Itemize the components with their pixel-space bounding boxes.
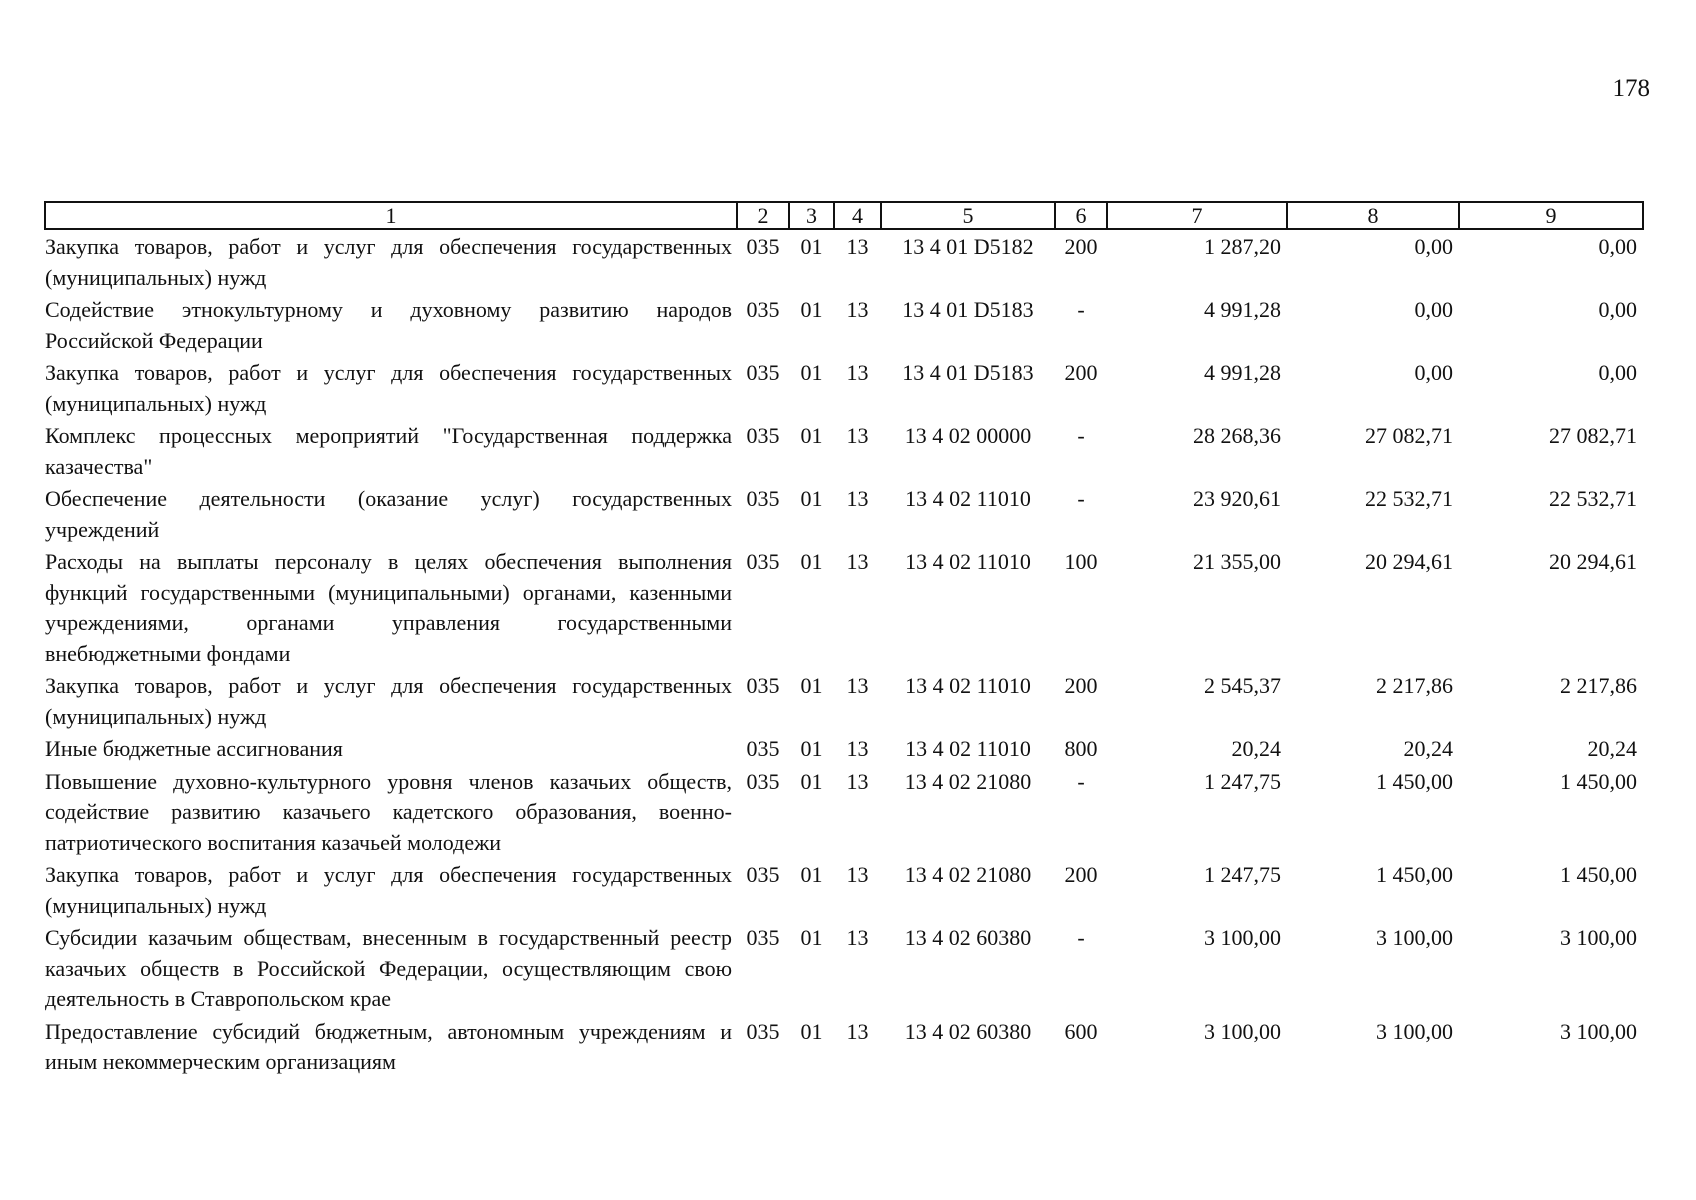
- row-amount-col7: 21 355,00: [1193, 549, 1281, 574]
- row-expense-type: -: [1077, 297, 1085, 322]
- row-description: Иные бюджетные ассигнования: [45, 736, 343, 761]
- row-target-article: 13 4 02 11010: [905, 736, 1031, 761]
- row-description: Повышение духовно-культурного уровня членов казачьих обществ, содействие развитию казачьего кадетского образования, военно-патриотического воспитания казачьей молодежи: [45, 768, 732, 855]
- table-header-row: [45, 202, 1643, 229]
- table-row: [45, 229, 1643, 293]
- row-amount-col7: 23 920,61: [1193, 486, 1281, 511]
- row-ministry-code: 035: [746, 673, 780, 698]
- table-row: [45, 293, 1643, 356]
- row-amount-col8: 20,24: [1403, 736, 1453, 761]
- column-header: 6: [1055, 202, 1107, 229]
- row-target-article: 13 4 02 60380: [904, 1018, 1032, 1044]
- row-target-article: 13 4 02 11010: [905, 486, 1031, 511]
- row-subsection-code: 13: [846, 360, 869, 385]
- row-amount-col9: 3 100,00: [1560, 925, 1637, 950]
- row-description: Комплекс процессных мероприятий "Государственная поддержка казачества": [45, 423, 732, 479]
- row-expense-type: -: [1077, 925, 1085, 950]
- row-section-code: 01: [800, 234, 823, 259]
- table-row: [45, 545, 1643, 669]
- row-section-code: 01: [800, 673, 823, 698]
- budget-table: [44, 201, 1644, 1078]
- row-expense-type: 100: [1064, 549, 1098, 574]
- row-amount-col7: 3 100,00: [1204, 1018, 1281, 1044]
- row-target-article: 13 4 02 11010: [905, 549, 1031, 574]
- row-section-code: 01: [800, 862, 823, 887]
- row-amount-col8: 0,00: [1414, 360, 1453, 385]
- row-description: Субсидии казачьим обществам, внесенным в государственный реестр казачьих обществ в Российской Федерации, осуществляющим свою деятельность в Ставропольском крае: [45, 925, 732, 1011]
- row-description: Закупка товаров, работ и услуг для обеспечения государственных (муниципальных) нужд: [45, 360, 732, 416]
- row-target-article: 13 4 02 11010: [905, 673, 1031, 698]
- row-description: Содействие этнокультурному и духовному развитию народов Российской Федерации: [45, 297, 732, 353]
- row-target-article: 13 4 01 D5182: [902, 234, 1034, 259]
- row-section-code: 01: [800, 1018, 823, 1044]
- row-expense-type: 200: [1064, 862, 1098, 887]
- table-row: [45, 858, 1643, 921]
- row-amount-col7: 28 268,36: [1193, 423, 1281, 448]
- row-ministry-code: 035: [746, 234, 780, 259]
- row-subsection-code: 13: [846, 423, 869, 448]
- row-section-code: 01: [800, 486, 823, 511]
- table-row: [45, 765, 1643, 859]
- row-subsection-code: 13: [846, 925, 869, 950]
- row-amount-col7: 3 100,00: [1204, 925, 1281, 950]
- row-amount-col9: 3 100,00: [1560, 1018, 1637, 1044]
- row-amount-col7: 1 247,75: [1204, 768, 1281, 794]
- row-ministry-code: 035: [746, 1018, 780, 1044]
- row-expense-type: -: [1077, 486, 1085, 511]
- column-header: 2: [737, 202, 789, 229]
- row-expense-type: 200: [1064, 234, 1098, 259]
- row-target-article: 13 4 02 21080: [904, 862, 1032, 887]
- row-ministry-code: 035: [746, 360, 780, 385]
- row-amount-col7: 1 247,75: [1204, 862, 1281, 887]
- row-subsection-code: 13: [846, 736, 869, 761]
- column-header: 5: [881, 202, 1055, 229]
- row-amount-col9: 27 082,71: [1549, 423, 1637, 448]
- row-amount-col9: 1 450,00: [1560, 768, 1637, 794]
- row-target-article: 13 4 01 D5183: [902, 297, 1034, 322]
- row-amount-col9: 20 294,61: [1549, 549, 1637, 574]
- row-ministry-code: 035: [746, 549, 780, 574]
- row-amount-col8: 0,00: [1414, 297, 1453, 322]
- row-description: Предоставление субсидий бюджетным, автономным учреждениям и иным некоммерческим организациям: [45, 1018, 732, 1074]
- row-subsection-code: 13: [846, 673, 869, 698]
- row-subsection-code: 13: [846, 768, 869, 794]
- row-amount-col8: 2 217,86: [1376, 673, 1453, 698]
- row-subsection-code: 13: [846, 234, 869, 259]
- row-expense-type: -: [1077, 768, 1085, 794]
- row-amount-col8: 1 450,00: [1376, 768, 1453, 794]
- row-amount-col9: 1 450,00: [1560, 862, 1637, 887]
- row-description: Закупка товаров, работ и услуг для обеспечения государственных (муниципальных) нужд: [45, 673, 732, 729]
- row-ministry-code: 035: [746, 925, 780, 950]
- row-amount-col9: 0,00: [1598, 360, 1637, 385]
- table-row: [45, 732, 1643, 765]
- row-expense-type: 600: [1064, 1018, 1098, 1044]
- column-header: 8: [1287, 202, 1459, 229]
- row-expense-type: -: [1077, 423, 1085, 448]
- row-ministry-code: 035: [746, 297, 780, 322]
- row-ministry-code: 035: [746, 862, 780, 887]
- column-header: 4: [834, 202, 881, 229]
- row-subsection-code: 13: [846, 297, 869, 322]
- table-row: [45, 482, 1643, 545]
- row-amount-col9: 0,00: [1598, 234, 1637, 259]
- row-amount-col7: 2 545,37: [1204, 673, 1281, 698]
- table-row: [45, 356, 1643, 419]
- column-header: 7: [1107, 202, 1287, 229]
- row-target-article: 13 4 02 00000: [904, 423, 1032, 448]
- row-amount-col8: 22 532,71: [1365, 486, 1453, 511]
- row-amount-col7: 4 991,28: [1204, 360, 1281, 385]
- row-amount-col8: 1 450,00: [1376, 862, 1453, 887]
- row-amount-col8: 27 082,71: [1365, 423, 1453, 448]
- table-row: [45, 1015, 1643, 1078]
- row-section-code: 01: [800, 549, 823, 574]
- row-section-code: 01: [800, 423, 823, 448]
- row-subsection-code: 13: [846, 486, 869, 511]
- row-ministry-code: 035: [746, 736, 780, 761]
- row-amount-col9: 22 532,71: [1549, 486, 1637, 511]
- row-amount-col8: 20 294,61: [1365, 549, 1453, 574]
- column-header: 1: [45, 202, 737, 229]
- row-subsection-code: 13: [846, 862, 869, 887]
- row-target-article: 13 4 02 21080: [904, 768, 1032, 794]
- row-amount-col9: 20,24: [1587, 736, 1637, 761]
- row-expense-type: 800: [1064, 736, 1098, 761]
- row-section-code: 01: [800, 360, 823, 385]
- row-section-code: 01: [800, 736, 823, 761]
- row-amount-col7: 20,24: [1231, 736, 1281, 761]
- row-expense-type: 200: [1064, 673, 1098, 698]
- row-section-code: 01: [800, 297, 823, 322]
- row-amount-col9: 2 217,86: [1560, 673, 1637, 698]
- row-amount-col8: 3 100,00: [1376, 1018, 1453, 1044]
- row-ministry-code: 035: [746, 486, 780, 511]
- row-description: Расходы на выплаты персоналу в целях обеспечения выполнения функций государственными (муниципальными) органами, казенными учреждениями, органами управления государственными внебюджетными фондами: [45, 549, 732, 666]
- row-amount-col7: 4 991,28: [1204, 297, 1281, 322]
- row-amount-col9: 0,00: [1598, 297, 1637, 322]
- row-description: Закупка товаров, работ и услуг для обеспечения государственных (муниципальных) нужд: [45, 234, 732, 290]
- row-expense-type: 200: [1064, 360, 1098, 385]
- row-subsection-code: 13: [846, 549, 869, 574]
- row-section-code: 01: [800, 925, 823, 950]
- row-amount-col7: 1 287,20: [1204, 234, 1281, 259]
- row-target-article: 13 4 02 60380: [904, 925, 1032, 950]
- row-target-article: 13 4 01 D5183: [902, 360, 1034, 385]
- row-amount-col8: 0,00: [1414, 234, 1453, 259]
- row-subsection-code: 13: [846, 1018, 869, 1044]
- table-row: [45, 419, 1643, 482]
- row-ministry-code: 035: [746, 768, 780, 794]
- table-body: [45, 229, 1643, 1078]
- table-row: [45, 669, 1643, 732]
- column-header: 9: [1459, 202, 1643, 229]
- page-number: 178: [1612, 75, 1650, 102]
- table-row: [45, 921, 1643, 1015]
- row-section-code: 01: [800, 768, 823, 794]
- row-description: Закупка товаров, работ и услуг для обеспечения государственных (муниципальных) нужд: [45, 862, 732, 918]
- column-header: 3: [789, 202, 834, 229]
- row-ministry-code: 035: [746, 423, 780, 448]
- row-description: Обеспечение деятельности (оказание услуг) государственных учреждений: [45, 486, 732, 542]
- row-amount-col8: 3 100,00: [1376, 925, 1453, 950]
